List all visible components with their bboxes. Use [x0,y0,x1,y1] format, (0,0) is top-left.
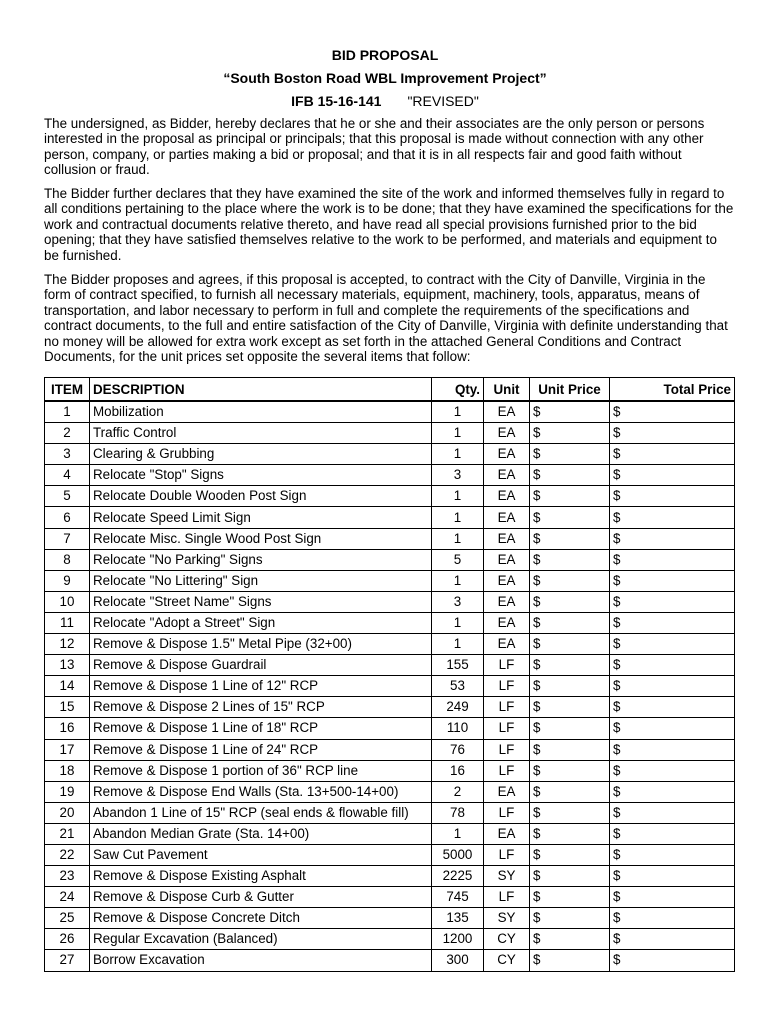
total-price-field[interactable]: $ [610,802,735,823]
item-description: Relocate Double Wooden Post Sign [90,486,432,507]
total-price-field[interactable]: $ [610,591,735,612]
header-unit: Unit [484,378,530,402]
total-price-field[interactable]: $ [610,528,735,549]
table-row [45,486,735,507]
item-number: 5 [45,486,90,507]
item-quantity: 1 [432,823,484,844]
item-unit: EA [484,549,530,570]
ifb-line [0,92,770,110]
unit-price-field[interactable]: $ [530,781,610,802]
item-number: 24 [45,887,90,908]
table-row [45,465,735,486]
unit-price-field[interactable]: $ [530,760,610,781]
table-row [45,844,735,865]
item-description: Remove & Dispose Curb & Gutter [90,887,432,908]
item-description: Remove & Dispose 1 Line of 18" RCP [90,718,432,739]
item-quantity: 2225 [432,866,484,887]
unit-price-field[interactable]: $ [530,634,610,655]
item-number: 21 [45,823,90,844]
item-unit: EA [484,507,530,528]
item-description: Remove & Dispose 1.5" Metal Pipe (32+00) [90,634,432,655]
item-number: 22 [45,844,90,865]
total-price-field[interactable]: $ [610,908,735,929]
unit-price-field[interactable]: $ [530,401,610,423]
item-quantity: 1 [432,634,484,655]
table-row [45,655,735,676]
header-unit-price: Unit Price [530,378,610,402]
unit-price-field[interactable]: $ [530,718,610,739]
item-quantity: 16 [432,760,484,781]
item-number: 17 [45,739,90,760]
header-qty: Qty. [432,378,484,402]
item-unit: CY [484,950,530,971]
item-unit: LF [484,655,530,676]
total-price-field[interactable]: $ [610,950,735,971]
unit-price-field[interactable]: $ [530,570,610,591]
agreement-paragraph: The Bidder proposes and agrees, if this proposal is accepted, to contract with the City of Danville, Virginia in the form of contract specified, to furnish all necessary materials, equipment, machinery, tools, apparatus, means of transportation, and labor necessary to perform in full and complete the requirements of the specifications and contract documents, to the full and entire satisfaction of the City of Danville, Virginia with definite understanding that no money will be allowed for extra work except as set forth in the attached General Conditions and Contract Documents, for the unit prices set opposite the several items that follow: [44,272,728,365]
item-description: Remove & Dispose Existing Asphalt [90,866,432,887]
item-quantity: 78 [432,802,484,823]
item-description: Relocate "Stop" Signs [90,465,432,486]
table-row [45,760,735,781]
item-description: Remove & Dispose 1 Line of 12" RCP [90,676,432,697]
ifb-number: IFB 15-16-141 [291,93,382,109]
item-number: 4 [45,465,90,486]
total-price-field[interactable]: $ [610,844,735,865]
item-description: Borrow Excavation [90,950,432,971]
item-quantity: 76 [432,739,484,760]
total-price-field[interactable]: $ [610,401,735,423]
item-unit: SY [484,908,530,929]
item-number: 14 [45,676,90,697]
total-price-field[interactable]: $ [610,612,735,633]
item-quantity: 110 [432,718,484,739]
table-row [45,612,735,633]
table-row [45,676,735,697]
unit-price-field[interactable]: $ [530,950,610,971]
item-number: 16 [45,718,90,739]
item-number: 9 [45,570,90,591]
item-unit: EA [484,401,530,423]
total-price-field[interactable]: $ [610,676,735,697]
table-row [45,549,735,570]
table-row [45,423,735,444]
total-price-field[interactable]: $ [610,781,735,802]
item-quantity: 1 [432,570,484,591]
total-price-field[interactable]: $ [610,823,735,844]
item-unit: LF [484,887,530,908]
header-description: DESCRIPTION [90,378,432,402]
item-description: Relocate "No Parking" Signs [90,549,432,570]
unit-price-field[interactable]: $ [530,908,610,929]
item-unit: EA [484,444,530,465]
item-description: Abandon Median Grate (Sta. 14+00) [90,823,432,844]
table-row [45,444,735,465]
item-unit: EA [484,823,530,844]
item-quantity: 5 [432,549,484,570]
total-price-field[interactable]: $ [610,760,735,781]
table-row [45,697,735,718]
table-row [45,929,735,950]
total-price-field[interactable]: $ [610,570,735,591]
table-row [45,718,735,739]
table-row [45,570,735,591]
item-number: 19 [45,781,90,802]
total-price-field[interactable]: $ [610,866,735,887]
total-price-field[interactable]: $ [610,887,735,908]
table-row [45,866,735,887]
bid-items-table [44,377,735,972]
unit-price-field[interactable]: $ [530,823,610,844]
item-number: 12 [45,634,90,655]
unit-price-field[interactable]: $ [530,802,610,823]
header-total-price: Total Price [610,378,735,402]
item-number: 26 [45,929,90,950]
table-row [45,528,735,549]
item-quantity: 1 [432,528,484,549]
unit-price-field[interactable]: $ [530,676,610,697]
item-quantity: 155 [432,655,484,676]
item-quantity: 3 [432,465,484,486]
item-unit: LF [484,844,530,865]
table-header-row [45,378,735,402]
item-number: 3 [45,444,90,465]
document-title: BID PROPOSAL [331,47,439,63]
item-quantity: 745 [432,887,484,908]
item-number: 10 [45,591,90,612]
table-row [45,591,735,612]
unit-price-field[interactable]: $ [530,549,610,570]
item-description: Clearing & Grubbing [90,444,432,465]
item-quantity: 1 [432,423,484,444]
item-description: Remove & Dispose Concrete Ditch [90,908,432,929]
unit-price-field[interactable]: $ [530,655,610,676]
item-description: Relocate Misc. Single Wood Post Sign [90,528,432,549]
item-quantity: 135 [432,908,484,929]
item-unit: LF [484,676,530,697]
total-price-field[interactable]: $ [610,929,735,950]
unit-price-field[interactable]: $ [530,486,610,507]
item-unit: LF [484,739,530,760]
item-description: Remove & Dispose 2 Lines of 15" RCP [90,697,432,718]
revised-label: "REVISED" [407,93,479,109]
unit-price-field[interactable]: $ [530,507,610,528]
item-unit: CY [484,929,530,950]
item-number: 20 [45,802,90,823]
item-number: 27 [45,950,90,971]
unit-price-field[interactable]: $ [530,887,610,908]
item-quantity: 1 [432,401,484,423]
unit-price-field[interactable]: $ [530,844,610,865]
unit-price-field[interactable]: $ [530,739,610,760]
table-row [45,950,735,971]
item-unit: EA [484,465,530,486]
table-row [45,507,735,528]
total-price-field[interactable]: $ [610,423,735,444]
project-name: “South Boston Road WBL Improvement Project” [223,70,547,86]
item-description: Remove & Dispose Guardrail [90,655,432,676]
item-description: Regular Excavation (Balanced) [90,929,432,950]
item-number: 15 [45,697,90,718]
item-unit: LF [484,760,530,781]
item-description: Relocate Speed Limit Sign [90,507,432,528]
item-number: 25 [45,908,90,929]
declaration-paragraph: The undersigned, as Bidder, hereby declares that he or she and their associates are the only person or persons interested in the proposal as principal or principals; that this proposal is made without connection with any other person, company, or parties making a bid or proposal; and that it is in all respects fair and good faith without collusion or fraud. [44,116,705,178]
item-description: Remove & Dispose 1 Line of 24" RCP [90,739,432,760]
table-row [45,739,735,760]
unit-price-field[interactable]: $ [530,697,610,718]
total-price-field[interactable]: $ [610,634,735,655]
item-unit: EA [484,612,530,633]
item-description: Saw Cut Pavement [90,844,432,865]
item-quantity: 300 [432,950,484,971]
item-quantity: 5000 [432,844,484,865]
total-price-field[interactable]: $ [610,718,735,739]
item-quantity: 2 [432,781,484,802]
item-number: 23 [45,866,90,887]
unit-price-field[interactable]: $ [530,591,610,612]
total-price-field[interactable]: $ [610,444,735,465]
item-number: 18 [45,760,90,781]
item-unit: EA [484,570,530,591]
item-unit: EA [484,781,530,802]
item-description: Remove & Dispose End Walls (Sta. 13+500-14+00) [90,781,432,802]
header-item: ITEM [45,378,90,402]
site-examination-paragraph: The Bidder further declares that they have examined the site of the work and informed themselves fully in regard to all conditions pertaining to the place where the work is to be done; that they have examined the specifications for the work and contractual documents relative thereto, and have read all special provisions furnished prior to the bid opening; that they have satisfied themselves relative to the work to be performed, and materials and equipment to be furnished. [44,186,734,263]
item-description: Relocate "No Littering" Sign [90,570,432,591]
item-unit: EA [484,423,530,444]
item-number: 13 [45,655,90,676]
item-number: 2 [45,423,90,444]
total-price-field[interactable]: $ [610,507,735,528]
item-quantity: 53 [432,676,484,697]
unit-price-field[interactable]: $ [530,929,610,950]
item-description: Abandon 1 Line of 15" RCP (seal ends & flowable fill) [90,802,432,823]
unit-price-field[interactable]: $ [530,423,610,444]
table-row [45,802,735,823]
table-row [45,887,735,908]
total-price-field[interactable]: $ [610,697,735,718]
table-row [45,634,735,655]
table-row [45,908,735,929]
item-quantity: 1 [432,486,484,507]
item-description: Relocate "Street Name" Signs [90,591,432,612]
item-unit: LF [484,802,530,823]
item-unit: EA [484,486,530,507]
item-number: 7 [45,528,90,549]
bid-items-body [45,401,735,971]
item-description: Traffic Control [90,423,432,444]
item-quantity: 1200 [432,929,484,950]
item-quantity: 1 [432,444,484,465]
total-price-field[interactable]: $ [610,655,735,676]
item-unit: EA [484,528,530,549]
unit-price-field[interactable]: $ [530,866,610,887]
table-row [45,401,735,423]
unit-price-field[interactable]: $ [530,612,610,633]
total-price-field[interactable]: $ [610,739,735,760]
item-quantity: 1 [432,612,484,633]
table-row [45,781,735,802]
item-number: 8 [45,549,90,570]
item-number: 6 [45,507,90,528]
total-price-field[interactable]: $ [610,465,735,486]
item-quantity: 249 [432,697,484,718]
table-row [45,823,735,844]
unit-price-field[interactable]: $ [530,465,610,486]
item-quantity: 1 [432,507,484,528]
item-unit: EA [484,634,530,655]
item-number: 1 [45,401,90,423]
item-unit: EA [484,591,530,612]
item-unit: SY [484,866,530,887]
item-unit: LF [484,718,530,739]
item-description: Mobilization [90,401,432,423]
item-unit: LF [484,697,530,718]
total-price-field[interactable]: $ [610,486,735,507]
total-price-field[interactable]: $ [610,549,735,570]
unit-price-field[interactable]: $ [530,528,610,549]
item-number: 11 [45,612,90,633]
unit-price-field[interactable]: $ [530,444,610,465]
item-quantity: 3 [432,591,484,612]
item-description: Relocate "Adopt a Street" Sign [90,612,432,633]
item-description: Remove & Dispose 1 portion of 36" RCP line [90,760,432,781]
